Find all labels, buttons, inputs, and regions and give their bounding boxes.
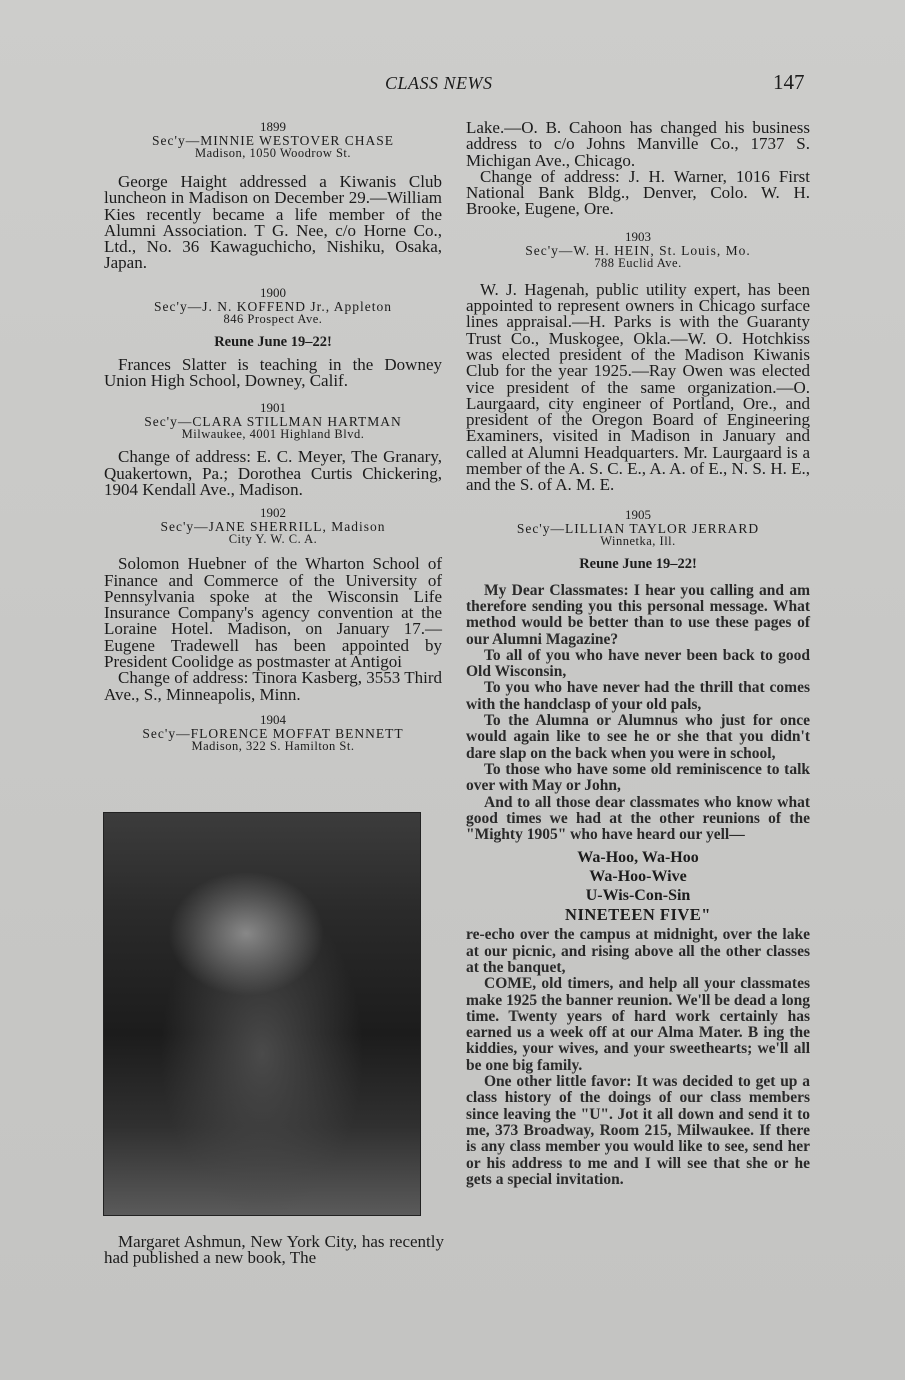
class-year-1904: 1904	[260, 711, 286, 727]
news-1901: Change of address: E. C. Meyer, The Granary, Quakertown, Pa.; Dorothea Curtis Chickering, 1904 Kendall Ave., Madison.	[104, 447, 442, 499]
secretary-1905: Sec'y—LILLIAN TAYLOR JERRARD	[516, 520, 760, 536]
letter-paragraph: COME, old timers, and help all your classmates make 1925 the banner reunion. We'll be dead a long time. Twenty years of hard work certainly has earned us a week off at our Alma Mater. B ing the kiddies, your wives, and your sweethearts; we'll all be one big family.	[466, 975, 810, 1074]
left-column	[104, 120, 442, 761]
secretary-address-1905: Winnetka, Ill.	[600, 533, 676, 548]
news-1902: Solomon Huebner of the Wharton School of Finance and Commerce of the University of Pennsylvania spoke at the Wisconsin Life Insurance Company's agency convention at the Loraine Hotel. Madison, on January 17.—Eugene Tradewell has been appointed by President Coolidge as postmaster at Antigoi	[104, 554, 442, 672]
news-1904-ashmun: Margaret Ashmun, New York City, has recently had published a new book, The	[104, 1232, 444, 1268]
secretary-1903: Sec'y—W. H. HEIN, St. Louis, Mo.	[525, 242, 751, 258]
yell-line: Wa-Hoo, Wa-Hoo	[577, 849, 699, 867]
news-1899: George Haight addressed a Kiwanis Club luncheon in Madison on December 29.—William Kies recently became a life member of the Alumni Association. T G. Nee, c/o Horne Co., Ltd., No. 36 Kawaguchicho, Nishiku, Osaka, Japan.	[104, 172, 442, 273]
letter-paragraph: And to all those dear classmates who know what good times we had at the other reunions of the "Mighty 1905" who have heard our yell—	[466, 793, 810, 844]
letter-paragraph: My Dear Classmates: I hear you calling and am therefore sending you this personal message. What method would be better than to use these pages of our Alumni Magazine?	[466, 581, 810, 648]
section-title: CLASS NEWS	[385, 73, 493, 93]
reunion-notice-1900: Reune June 19–22!	[214, 333, 332, 350]
yell-line: NINETEEN FIVE"	[565, 905, 711, 925]
letter-paragraph: To those who have some old reminiscence to talk over with May or John,	[466, 760, 810, 795]
right-column	[466, 120, 810, 1188]
letter-paragraph: To all of you who have never been back to good Old Wisconsin,	[466, 646, 810, 681]
news-1900: Frances Slatter is teaching in the Downey Union High School, Downey, Calif.	[104, 354, 442, 391]
letter-paragraph: re-echo over the campus at midnight, over the lake at our picnic, and rising above all the other classes at the banquet,	[466, 926, 810, 976]
running-header	[0, 70, 905, 98]
secretary-address-1901: Milwaukee, 4001 Highland Blvd.	[181, 427, 365, 442]
class-year-1900: 1900	[260, 284, 286, 300]
page-number: 147	[773, 70, 805, 94]
letter-paragraph: One other little favor: It was decided to get up a class history of the doings of our class members since leaving the "U". Jot it all down and send it to me, 373 Broadway, Room 215, Milwaukee. If there is any class member you would like to see, send her or his address to me and I will see that she or he gets a special invitation.	[466, 1073, 810, 1188]
class-year-1902: 1902	[260, 505, 286, 521]
letter-paragraph: To the Alumna or Alumnus who just for once would again like to see he or she that you didn't dare slap on the back when you were in school,	[466, 712, 810, 762]
yell-line: Wa-Hoo-Wive	[589, 868, 687, 886]
photo-woman-with-cat	[103, 812, 421, 1216]
class-year-1901: 1901	[260, 400, 286, 416]
class-year-1903: 1903	[625, 228, 651, 244]
secretary-address-1899: Madison, 1050 Woodrow St.	[194, 146, 352, 160]
secretary-address-1903: 788 Euclid Ave.	[594, 255, 682, 270]
secretary-address-1904: Madison, 322 S. Hamilton St.	[191, 738, 355, 753]
news-1902-continued: Lake.—O. B. Cahoon has changed his business address to c/o Johns Manville Co., 1737 S. Michigan Ave., Chicago.	[466, 118, 810, 170]
secretary-1904: Sec'y—FLORENCE MOFFAT BENNETT	[142, 725, 404, 741]
secretary-1900: Sec'y—J. N. KOFFEND Jr., Appleton	[154, 298, 392, 314]
secretary-1901: Sec'y—CLARA STILLMAN HARTMAN	[144, 414, 402, 430]
news-1902-address-change-2: Change of address: J. H. Warner, 1016 First National Bank Bldg., Denver, Colo. W. H. Brooke, Eugene, Ore.	[466, 166, 810, 219]
class-year-1899: 1899	[260, 119, 286, 134]
secretary-address-1900: 846 Prospect Ave.	[223, 311, 323, 326]
reunion-notice-1905: Reune June 19–22!	[579, 555, 697, 572]
class-letter	[466, 583, 810, 1189]
letter-paragraph: To you who have never had the thrill that comes with the handclasp of your old pals,	[466, 679, 810, 713]
news-1903: W. J. Hagenah, public utility expert, has been appointed to represent owners in Chicago surface lines appraisal.—H. Parks is with the Guaranty Trust Co., Muskogee, Okla.—W. O. Hotchkiss was elected president of the Madison Kiwanis Club for the year 1925.—Ray Owen was elected vice president of the same organization.—O. Laurgaard, city engineer of Portland, Ore., and president of the Oregon Board of Engineering Examiners, visited in Madison in January and called at Alumni Headquarters. Mr. Laurgaard is a member of the A. S. C. E., A. A. of E., N. S. H. E., and the S. of A. M. E.	[466, 279, 810, 495]
secretary-1899: Sec'y—MINNIE WESTOVER CHASE	[152, 133, 394, 148]
news-1902-address-change: Change of address: Tinora Kasberg, 3553 Third Ave., S., Minneapolis, Minn.	[104, 668, 442, 704]
class-year-1905: 1905	[625, 506, 651, 522]
photo-caption-block	[104, 1234, 444, 1273]
class-yell	[466, 849, 810, 923]
secretary-address-1902: City Y. W. C. A.	[228, 532, 318, 547]
yell-line: U-Wis-Con-Sin	[585, 887, 691, 905]
secretary-1902: Sec'y—JANE SHERRILL, Madison	[160, 519, 386, 535]
